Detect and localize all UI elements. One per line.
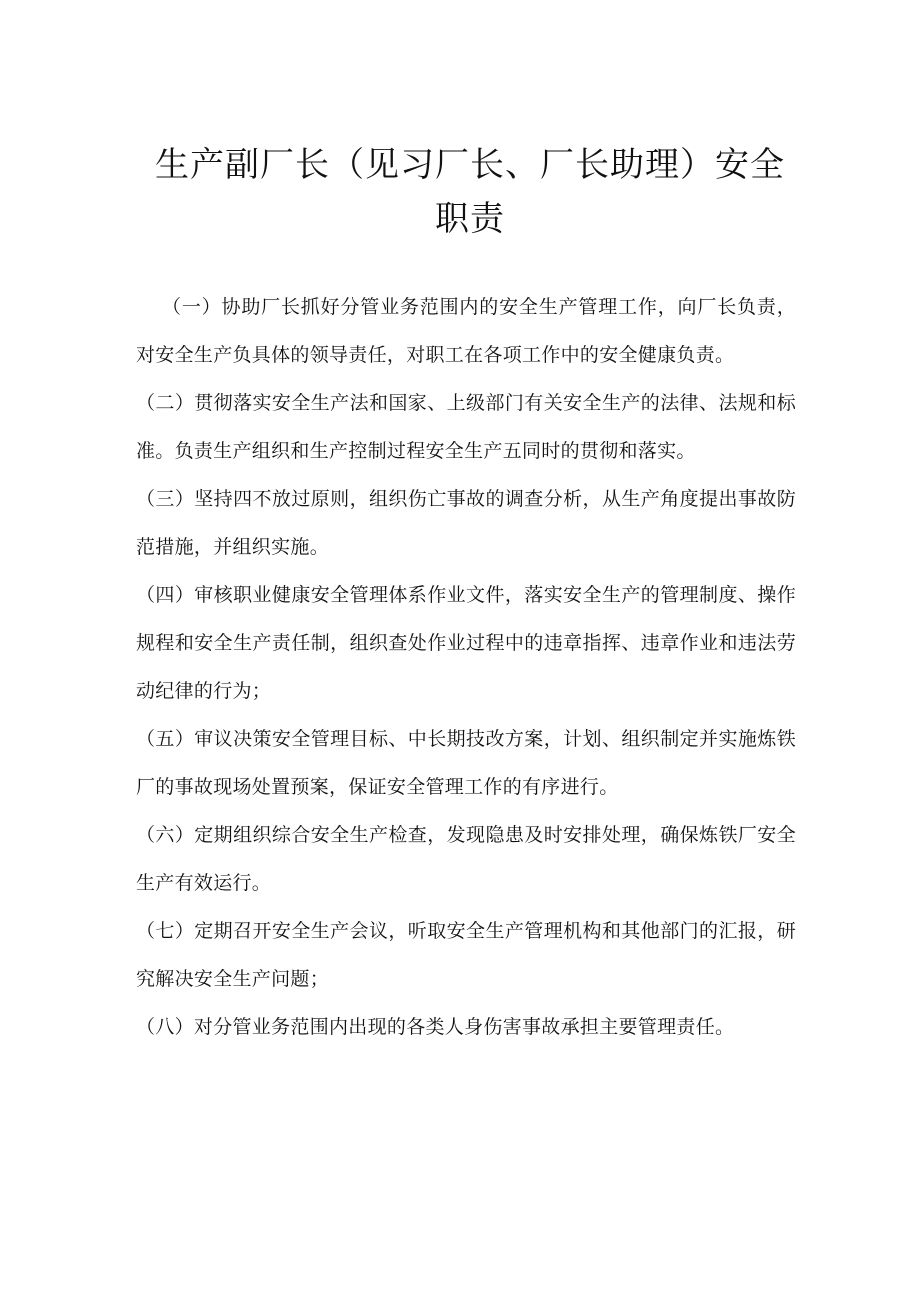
- paragraph-5: （五）审议决策安全管理目标、中长期技改方案，计划、组织制定并实施炼铁厂的事故现场处置预案，保证安全管理工作的有序进行。: [136, 728, 796, 798]
- document-title: 生产副厂长（见习厂长、厂长助理）安全职责: [155, 145, 785, 239]
- paragraph-6: （六）定期组织综合安全生产检查，发现隐患及时安排处理，确保炼铁厂安全生产有效运行。: [136, 824, 796, 894]
- document-body: [136, 283, 796, 1051]
- paragraph-4: （四）审核职业健康安全管理体系作业文件，落实安全生产的管理制度、操作规程和安全生产责任制，组织查处作业过程中的违章指挥、违章作业和违法劳动纪律的行为；: [136, 584, 796, 702]
- paragraph-8: （八）对分管业务范围内出现的各类人身伤害事故承担主要管理责任。: [136, 1016, 735, 1038]
- paragraph-3: （三）坚持四不放过原则，组织伤亡事故的调查分析，从生产角度提出事故防范措施，并组织实施。: [136, 488, 796, 558]
- paragraph-7: （七）定期召开安全生产会议，听取安全生产管理机构和其他部门的汇报，研究解决安全生产问题；: [136, 920, 796, 990]
- paragraph-1: （一）协助厂长抓好分管业务范围内的安全生产管理工作，向厂长负责，对安全生产负具体的领导责任，对职工在各项工作中的安全健康负责。: [136, 296, 796, 366]
- paragraph-2: （二）贯彻落实安全生产法和国家、上级部门有关安全生产的法律、法规和标准。负责生产组织和生产控制过程安全生产五同时的贯彻和落实。: [136, 392, 796, 462]
